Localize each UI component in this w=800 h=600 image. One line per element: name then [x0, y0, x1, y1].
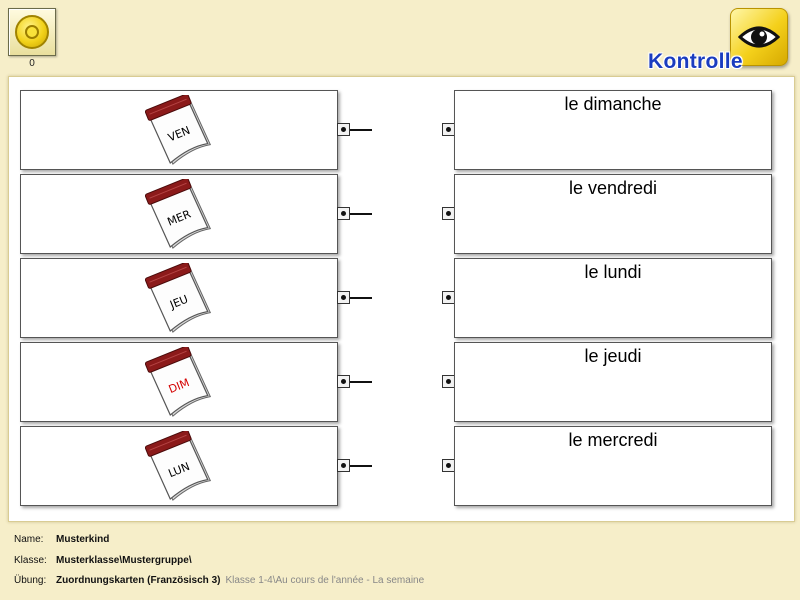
connector-line [350, 465, 372, 467]
eye-icon [738, 22, 780, 52]
footer-name-value: Musterkind [56, 534, 110, 545]
right-card[interactable] [454, 174, 772, 254]
right-card-label: le mercredi [568, 430, 658, 450]
footer-exercise [14, 575, 424, 586]
right-card-label: le vendredi [568, 178, 658, 198]
calendar-day-abbrev: MER [165, 207, 193, 229]
calendar-day-abbrev: DIM [166, 376, 192, 397]
left-connector[interactable] [337, 123, 350, 136]
footer-name-label: Name: [14, 534, 44, 545]
left-card[interactable] [20, 426, 338, 506]
connector-dot-icon [341, 211, 346, 216]
calendar-day-abbrev: JEU [168, 292, 190, 312]
right-card[interactable] [454, 426, 772, 506]
connector-dot-icon [341, 295, 346, 300]
footer-exercise-value: Zuordnungskarten (Französisch 3) [56, 575, 221, 586]
calendar-page-icon [145, 95, 215, 167]
check-label[interactable]: Kontrolle [648, 50, 743, 73]
right-card-label: le lundi [584, 262, 642, 282]
connector-dot-icon [446, 295, 451, 300]
left-connector[interactable] [337, 207, 350, 220]
footer-class-value: Musterklasse\Mustergruppe\ [56, 555, 192, 566]
left-card[interactable] [20, 342, 338, 422]
connector-line [350, 297, 372, 299]
connector-dot-icon [341, 463, 346, 468]
calendar-page-icon [145, 179, 215, 251]
right-card[interactable] [454, 258, 772, 338]
footer-class-label: Klasse: [14, 555, 47, 566]
connector-dot-icon [446, 127, 451, 132]
connector-dot-icon [341, 127, 346, 132]
connector-line [350, 381, 372, 383]
right-card-label: le dimanche [564, 94, 662, 114]
connector-dot-icon [341, 379, 346, 384]
left-connector[interactable] [337, 375, 350, 388]
footer-exercise-path: Klasse 1-4\Au cours de l'année - La semaine [225, 575, 425, 586]
coin-button[interactable] [8, 8, 56, 56]
score-counter: 0 [29, 58, 35, 69]
connector-line [350, 213, 372, 215]
calendar-day-abbrev: LUN [166, 459, 192, 481]
calendar-page-icon [145, 347, 215, 419]
connector-dot-icon [446, 463, 451, 468]
footer-name [14, 534, 109, 545]
right-card[interactable] [454, 342, 772, 422]
left-card[interactable] [20, 174, 338, 254]
left-card[interactable] [20, 258, 338, 338]
left-connector[interactable] [337, 291, 350, 304]
footer-exercise-label: Übung: [14, 575, 47, 586]
right-card[interactable] [454, 90, 772, 170]
connector-dot-icon [446, 211, 451, 216]
connector-dot-icon [446, 379, 451, 384]
coin-icon [15, 15, 49, 49]
calendar-page-icon [145, 431, 215, 503]
connector-line [350, 129, 372, 131]
footer-class [14, 555, 192, 566]
right-card-label: le jeudi [584, 346, 642, 366]
left-connector[interactable] [337, 459, 350, 472]
left-card[interactable] [20, 90, 338, 170]
calendar-page-icon [145, 263, 215, 335]
calendar-day-abbrev: VEN [166, 123, 193, 145]
